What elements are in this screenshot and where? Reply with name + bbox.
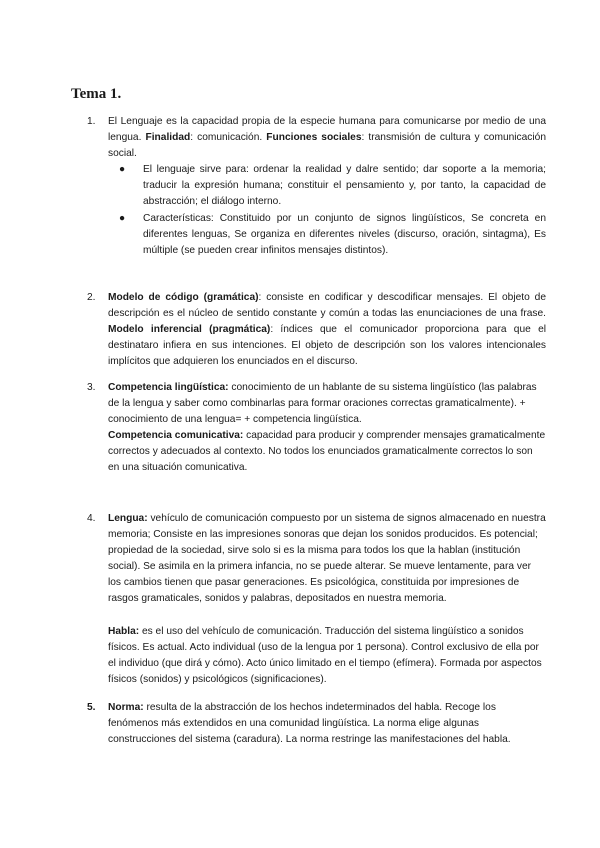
item-text: : consiste en codificar y descodificar mensajes. El objeto de descripción es el núcleo de sentido constante y común a todas las enunciaciones de una frase. xyxy=(108,292,546,320)
list-item-2 xyxy=(88,290,546,370)
bullet-item: ● Características: Constituido por un conjunto de signos lingüísticos, Se concreta en diferentes lenguas, Se organiza en diferentes niveles (discurso, oración, sintagma), Es múltiple (se pueden crear infinitos mensajes distintos). xyxy=(119,212,546,256)
bullet-item: ● El lenguaje sirve para: ordenar la realidad y dalre sentido; dar soporte a la memoria; traducir la expresión humana; constituir el pensamiento y, por tanto, la capacidad de abstracción; el diálogo interno. xyxy=(119,164,546,208)
item-label: Habla: xyxy=(108,625,140,637)
item-text: es el uso del vehículo de comunicación. Traducción del sistema lingüístico a sonidos físicos. Es actual. Acto individual (uso de la lengua por 1 persona). Control exclusivo de ella por el individuo (que dirá y cómo). Acto único limitado en el tiempo (efímera). Formada por aspectos físicos (sonidos) y psicológicos (significaciones). xyxy=(108,625,542,685)
item-body xyxy=(108,290,546,370)
finalidad-label: Finalidad xyxy=(145,132,191,144)
item-label: Competencia lingüística: xyxy=(108,382,229,393)
item-text: resulta de la abstracción de los hechos indeterminados del habla. Recoge los fenómenos más extendidos en una comunidad lingüística. La norma elige algunas construcciones del sistema (caradura). La norma restringe las manifestaciones del habla. xyxy=(108,702,511,746)
item-number: 3. xyxy=(87,382,96,393)
item-label: Norma: xyxy=(108,702,144,713)
finalidad-text: : comunicación. xyxy=(190,132,263,144)
list-item-4 xyxy=(88,511,546,688)
item-label: Modelo de código (gramática) xyxy=(108,292,259,303)
bullet-list xyxy=(108,162,546,259)
bullet-dot-icon: ● xyxy=(119,164,126,176)
item-number: 1. xyxy=(87,116,96,127)
item-body xyxy=(108,700,546,748)
list-item-5 xyxy=(88,700,546,748)
item-text: : índices que el comunicador proporciona para que el destinataro infiera en sus intenciones. El objeto de descripción son los valores intencionales implícitos que adquieren los enunciados en el discurso. xyxy=(108,324,546,368)
funciones-label: Funciones sociales xyxy=(266,132,362,144)
item-text: conocimiento de un hablante de su sistema lingüístico (las palabras de la lengua y saber como combinarlas para formar oraciones correctas gramaticalmente). + conocimiento de una lengua= + competencia lingüística. xyxy=(108,382,537,426)
item-body xyxy=(108,114,546,162)
item-label: Lengua: xyxy=(108,513,148,524)
bullet-dot-icon: ● xyxy=(119,212,126,224)
page-title: Tema 1. xyxy=(71,86,122,102)
list-item-1 xyxy=(88,114,546,259)
funciones-text: : transmisión de cultura y comunicación social. xyxy=(108,132,546,160)
item-number: 4. xyxy=(87,513,96,524)
item-label: Modelo inferencial (pragmática) xyxy=(108,324,271,336)
list-item-3 xyxy=(88,380,546,477)
item-number: 2. xyxy=(87,292,96,303)
item-body xyxy=(108,511,546,688)
item-number: 5. xyxy=(87,702,96,713)
item-text: vehículo de comunicación compuesto por un sistema de signos almacenado en nuestra memoria; Consiste en las impresiones sonoras que dejan los sonidos producidos. Es potencial; propiedad de la sociedad, sirve solo si es la misma para todos los que la hablan (institución social). Se asimila en la primera infancia, no se puede alterar. Se mueve lentamente, para ver los cambios tienen que pasar generaciones. Es psicológica, constituida por impresiones de rasgos gramaticales, sonidos y palabras, depositados en nuestra memoria. xyxy=(108,513,546,605)
item-label: Competencia comunicativa: xyxy=(108,430,244,442)
item-text: capacidad para producir y comprender mensajes gramaticalmente correctos y adecuados al contexto. No todos los enunciados gramaticalmente correctos lo son en una situación comunicativa. xyxy=(108,430,546,474)
item-intro: El Lenguaje es la capacidad propia de la especie humana para comunicarse por medio de una lengua. xyxy=(108,116,546,144)
item-body xyxy=(108,380,546,477)
